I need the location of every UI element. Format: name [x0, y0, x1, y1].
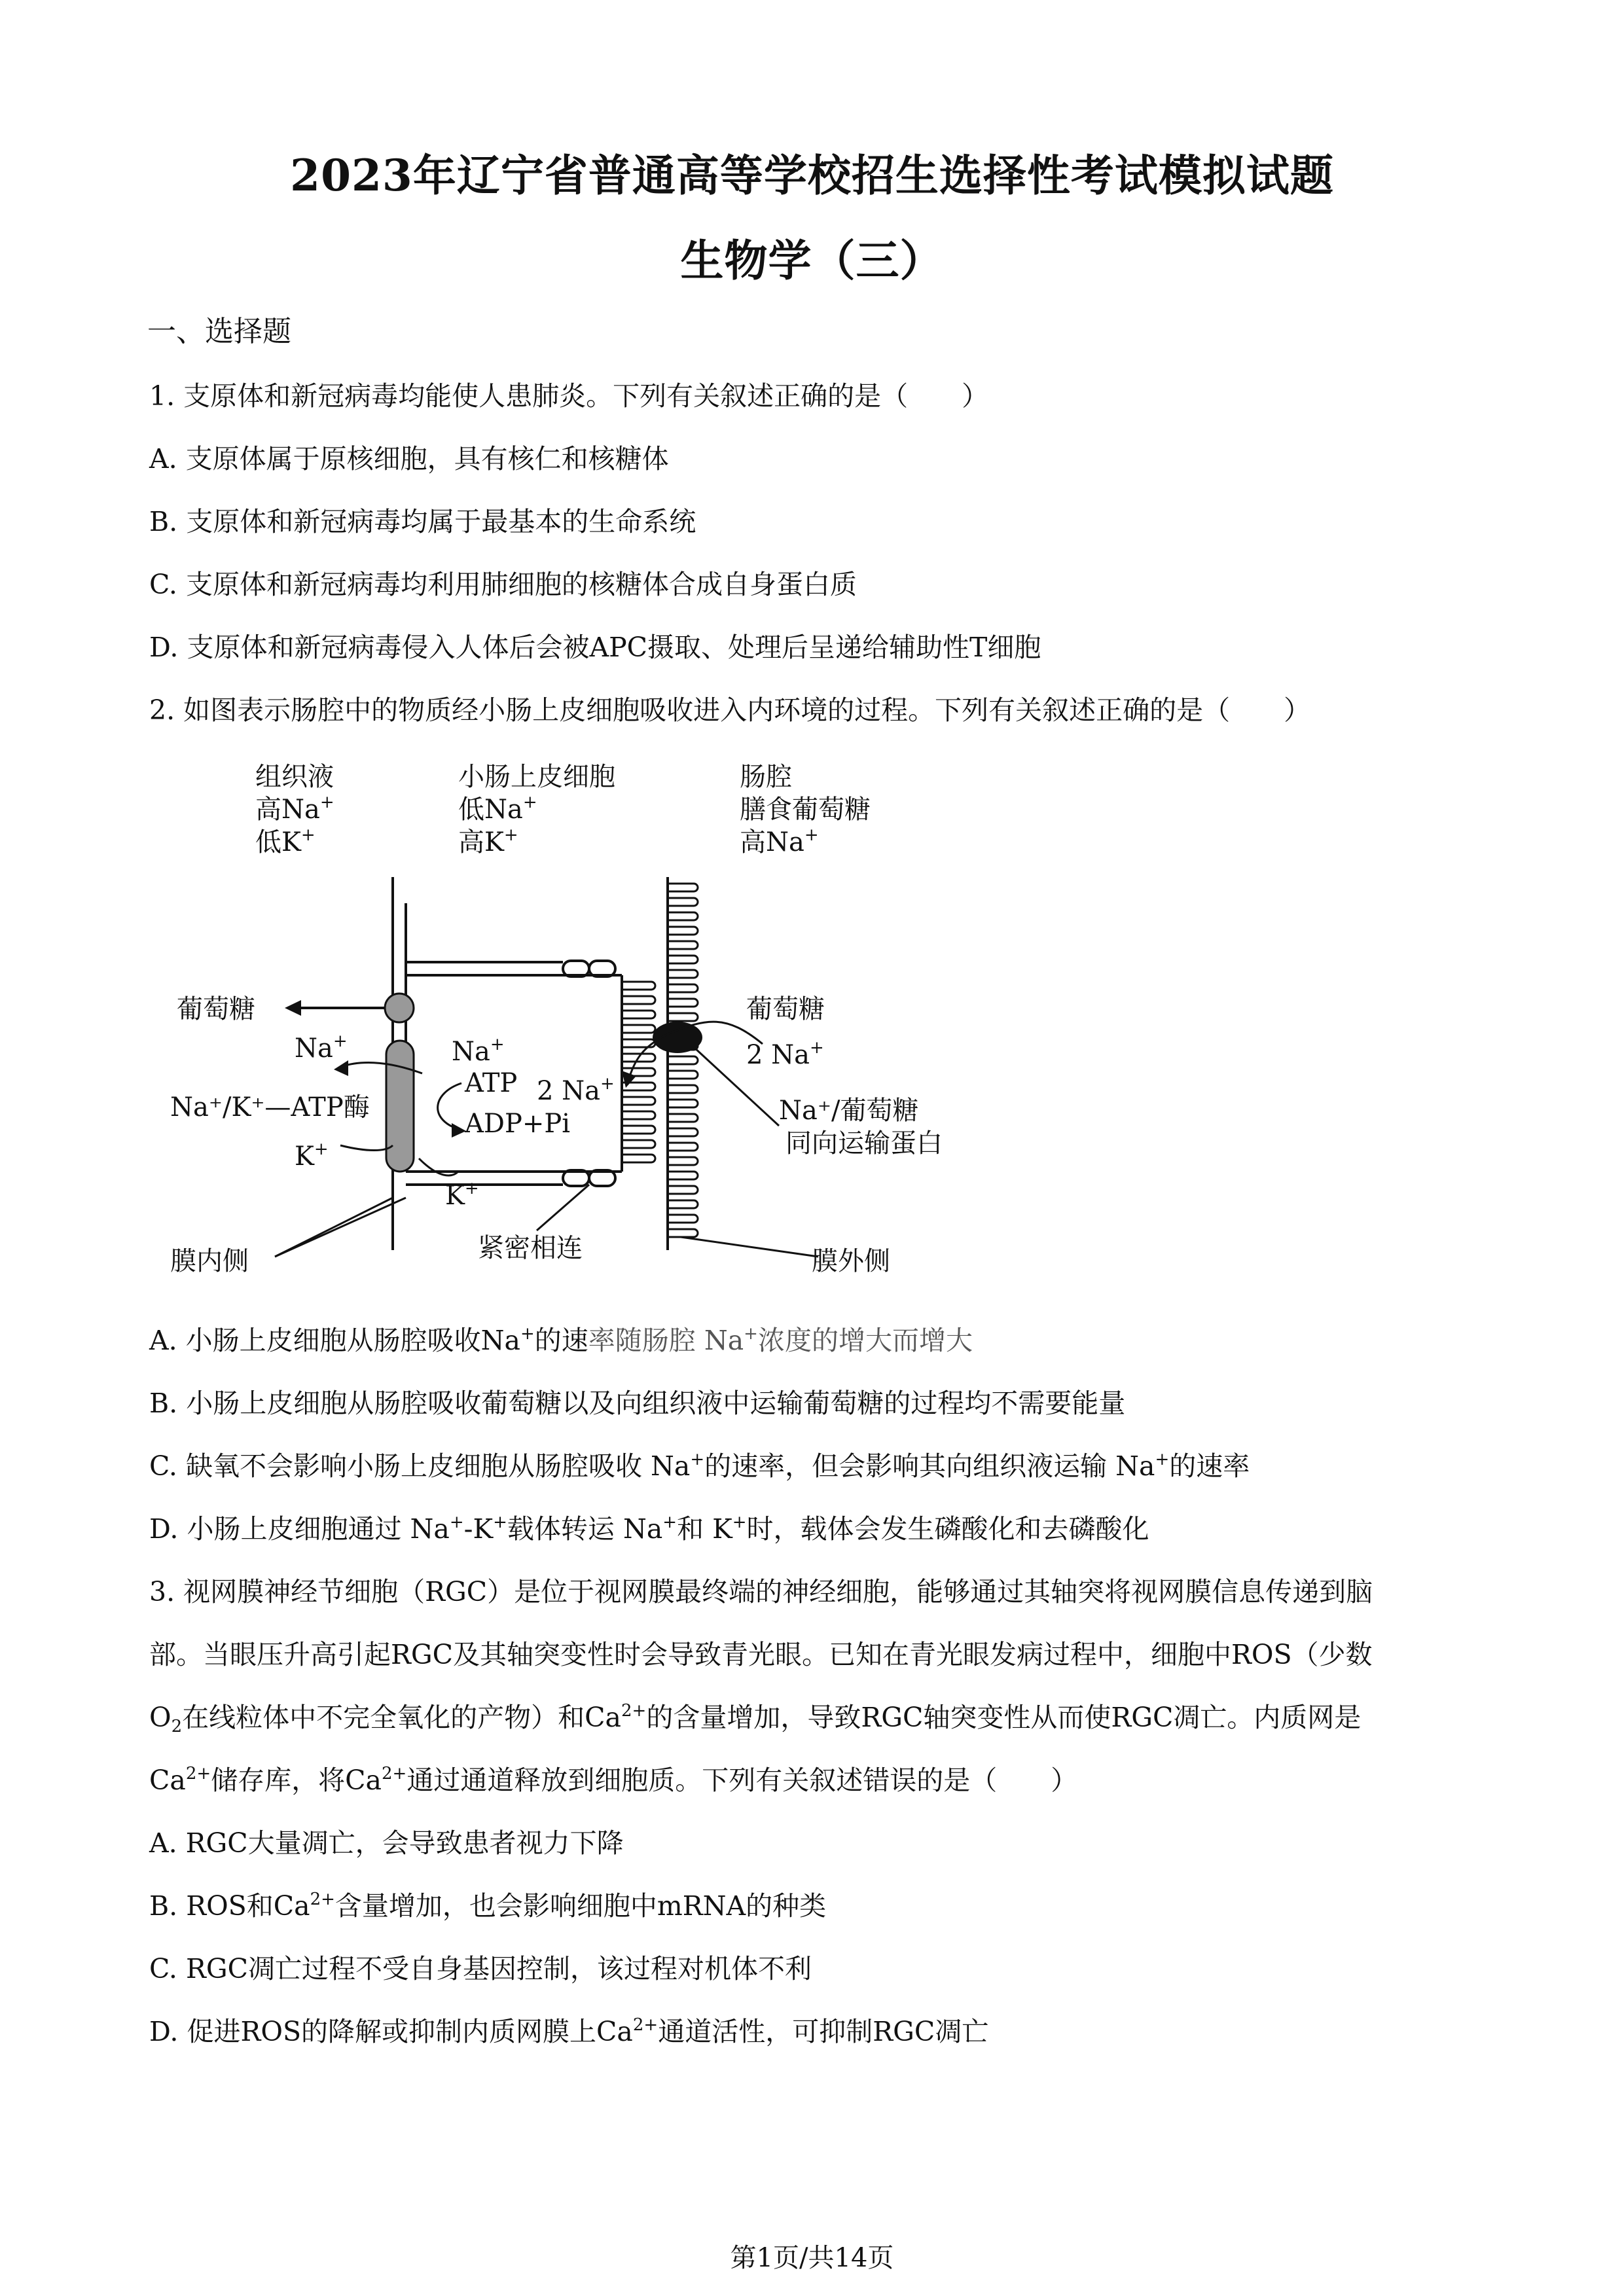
- label-2na-right: 2 Na: [746, 1040, 810, 1070]
- label-symporter-1: Na⁺/葡萄糖: [779, 1096, 919, 1126]
- label-outer-side: 膜外侧: [812, 1246, 890, 1276]
- label-symporter-2: 同向运输蛋白: [785, 1128, 943, 1158]
- section-heading: 一、选择题: [147, 315, 291, 348]
- svg-text:低Na+: 低Na+: [458, 793, 537, 825]
- q1-option-b: B. 支原体和新冠病毒均属于最基本的生命系统: [149, 506, 696, 537]
- label-2na-left: 2 Na: [537, 1076, 601, 1106]
- label-pump: Na⁺/K⁺—ATP酶: [170, 1092, 370, 1122]
- q3-line-2: 部。当眼压升高引起RGC及其轴突变性时会导致青光眼。已知在青光眼发病过程中，细胞中ROS（少数: [149, 1639, 1373, 1670]
- q3-option-c: C. RGC凋亡过程不受自身基因控制，该过程对机体不利: [149, 1953, 812, 1984]
- na-k-pump: [386, 1041, 414, 1172]
- q3-option-a: A. RGC大量凋亡，会导致患者视力下降: [149, 1827, 624, 1859]
- intestinal-absorption-diagram: [170, 753, 1021, 1283]
- q2-option-a: A. 小肠上皮细胞从肠腔吸收Na+的速率随肠腔 Na+浓度的增大而增大: [149, 1324, 973, 1356]
- label-lumen: 肠腔: [740, 762, 792, 792]
- q1-option-c: C. 支原体和新冠病毒均利用肺细胞的核糖体合成自身蛋白质: [149, 569, 857, 600]
- exam-title: 2023年辽宁省普通高等学校招生选择性考试模拟试题: [290, 150, 1334, 201]
- label-lumen-glucose: 膳食葡萄糖: [740, 795, 871, 825]
- microvilli: [622, 884, 698, 1237]
- svg-text:Na+: Na+: [295, 1031, 348, 1064]
- svg-text:低K+: 低K+: [255, 825, 316, 857]
- q1-option-a: A. 支原体属于原核细胞，具有核仁和核糖体: [149, 443, 669, 475]
- label-tf-low-k: 低K: [255, 827, 301, 857]
- svg-text:K+: K+: [295, 1139, 329, 1172]
- label-glucose-right: 葡萄糖: [746, 994, 825, 1024]
- label-k-left: K: [295, 1141, 314, 1172]
- svg-text:高Na+: 高Na+: [255, 793, 334, 825]
- q1-option-d: D. 支原体和新冠病毒侵入人体后会被APC摄取、处理后呈递给辅助性T细胞: [149, 632, 1041, 663]
- q3-option-b: B. ROS和$Ca^{2+}$含量增加，也会影响细胞中mRNA的种类: [149, 1890, 827, 1922]
- q2-option-d: D. 小肠上皮细胞通过 Na+-K+载体转运 Na+和 K+时，载体会发生磷酸化和去磷酸化: [149, 1513, 1149, 1545]
- q2-option-c: C. 缺氧不会影响小肠上皮细胞从肠腔吸收 Na+的速率，但会影响其向组织液运输 Na+的速率: [149, 1450, 1250, 1482]
- label-cell: 小肠上皮细胞: [458, 762, 615, 792]
- page-footer: 第1页/共14页: [730, 2243, 894, 2273]
- q3-line-4: $Ca^{2+}$储存库，将$Ca^{2+}$通过通道释放到细胞质。下列有关叙述错误的是（ ）: [149, 1764, 1078, 1796]
- q3-line-3: $O_2$在线粒体中不完全氧化的产物）和$Ca^{2+}$的含量增加，导致RGC轴突变性从而使RGC凋亡。内质网是: [149, 1701, 1362, 1736]
- label-tissue-fluid: 组织液: [255, 762, 334, 792]
- svg-text:Na+: Na+: [452, 1035, 505, 1067]
- label-atp: ATP: [465, 1068, 518, 1098]
- label-cell-high-k: 高K: [458, 827, 504, 857]
- q2-stem: 2. 如图表示肠腔中的物质经小肠上皮细胞吸收进入内环境的过程。下列有关叙述正确的是（ ）: [149, 694, 1311, 726]
- label-na-left: Na: [295, 1033, 333, 1064]
- label-k-bottom: K: [445, 1181, 465, 1211]
- label-adp: ADP+Pi: [465, 1109, 571, 1139]
- label-na-pump: Na: [452, 1037, 490, 1067]
- svg-text:2 Na+: 2 Na+: [537, 1074, 615, 1106]
- glut-transporter: [385, 994, 414, 1022]
- label-inner-side: 膜内侧: [170, 1246, 249, 1276]
- q1-stem: 1. 支原体和新冠病毒均能使人患肺炎。下列有关叙述正确的是（ ）: [149, 380, 989, 412]
- label-glucose-left: 葡萄糖: [177, 994, 255, 1024]
- svg-text:高Na+: 高Na+: [740, 825, 819, 857]
- label-lumen-high-na: 高Na: [740, 827, 804, 857]
- svg-text:2 Na+: 2 Na+: [746, 1038, 824, 1070]
- q3-option-d: D. 促进ROS的降解或抑制内质网膜上$Ca^{2+}$通道活性，可抑制RGC凋亡: [149, 2015, 989, 2047]
- q3-line-1: 3. 视网膜神经节细胞（RGC）是位于视网膜最终端的神经细胞，能够通过其轴突将视网膜信息传递到脑: [149, 1576, 1373, 1607]
- q2-option-b: B. 小肠上皮细胞从肠腔吸收葡萄糖以及向组织液中运输葡萄糖的过程均不需要能量: [149, 1388, 1126, 1419]
- exam-subtitle: 生物学（三）: [680, 235, 944, 286]
- label-cell-low-na: 低Na: [458, 795, 523, 825]
- label-tight-junction: 紧密相连: [478, 1233, 583, 1263]
- svg-text:K+: K+: [445, 1179, 479, 1211]
- svg-text:高K+: 高K+: [458, 825, 518, 857]
- header-labels: [255, 762, 871, 857]
- cell-outline: [393, 877, 668, 1250]
- label-tf-high-na: 高Na: [255, 795, 320, 825]
